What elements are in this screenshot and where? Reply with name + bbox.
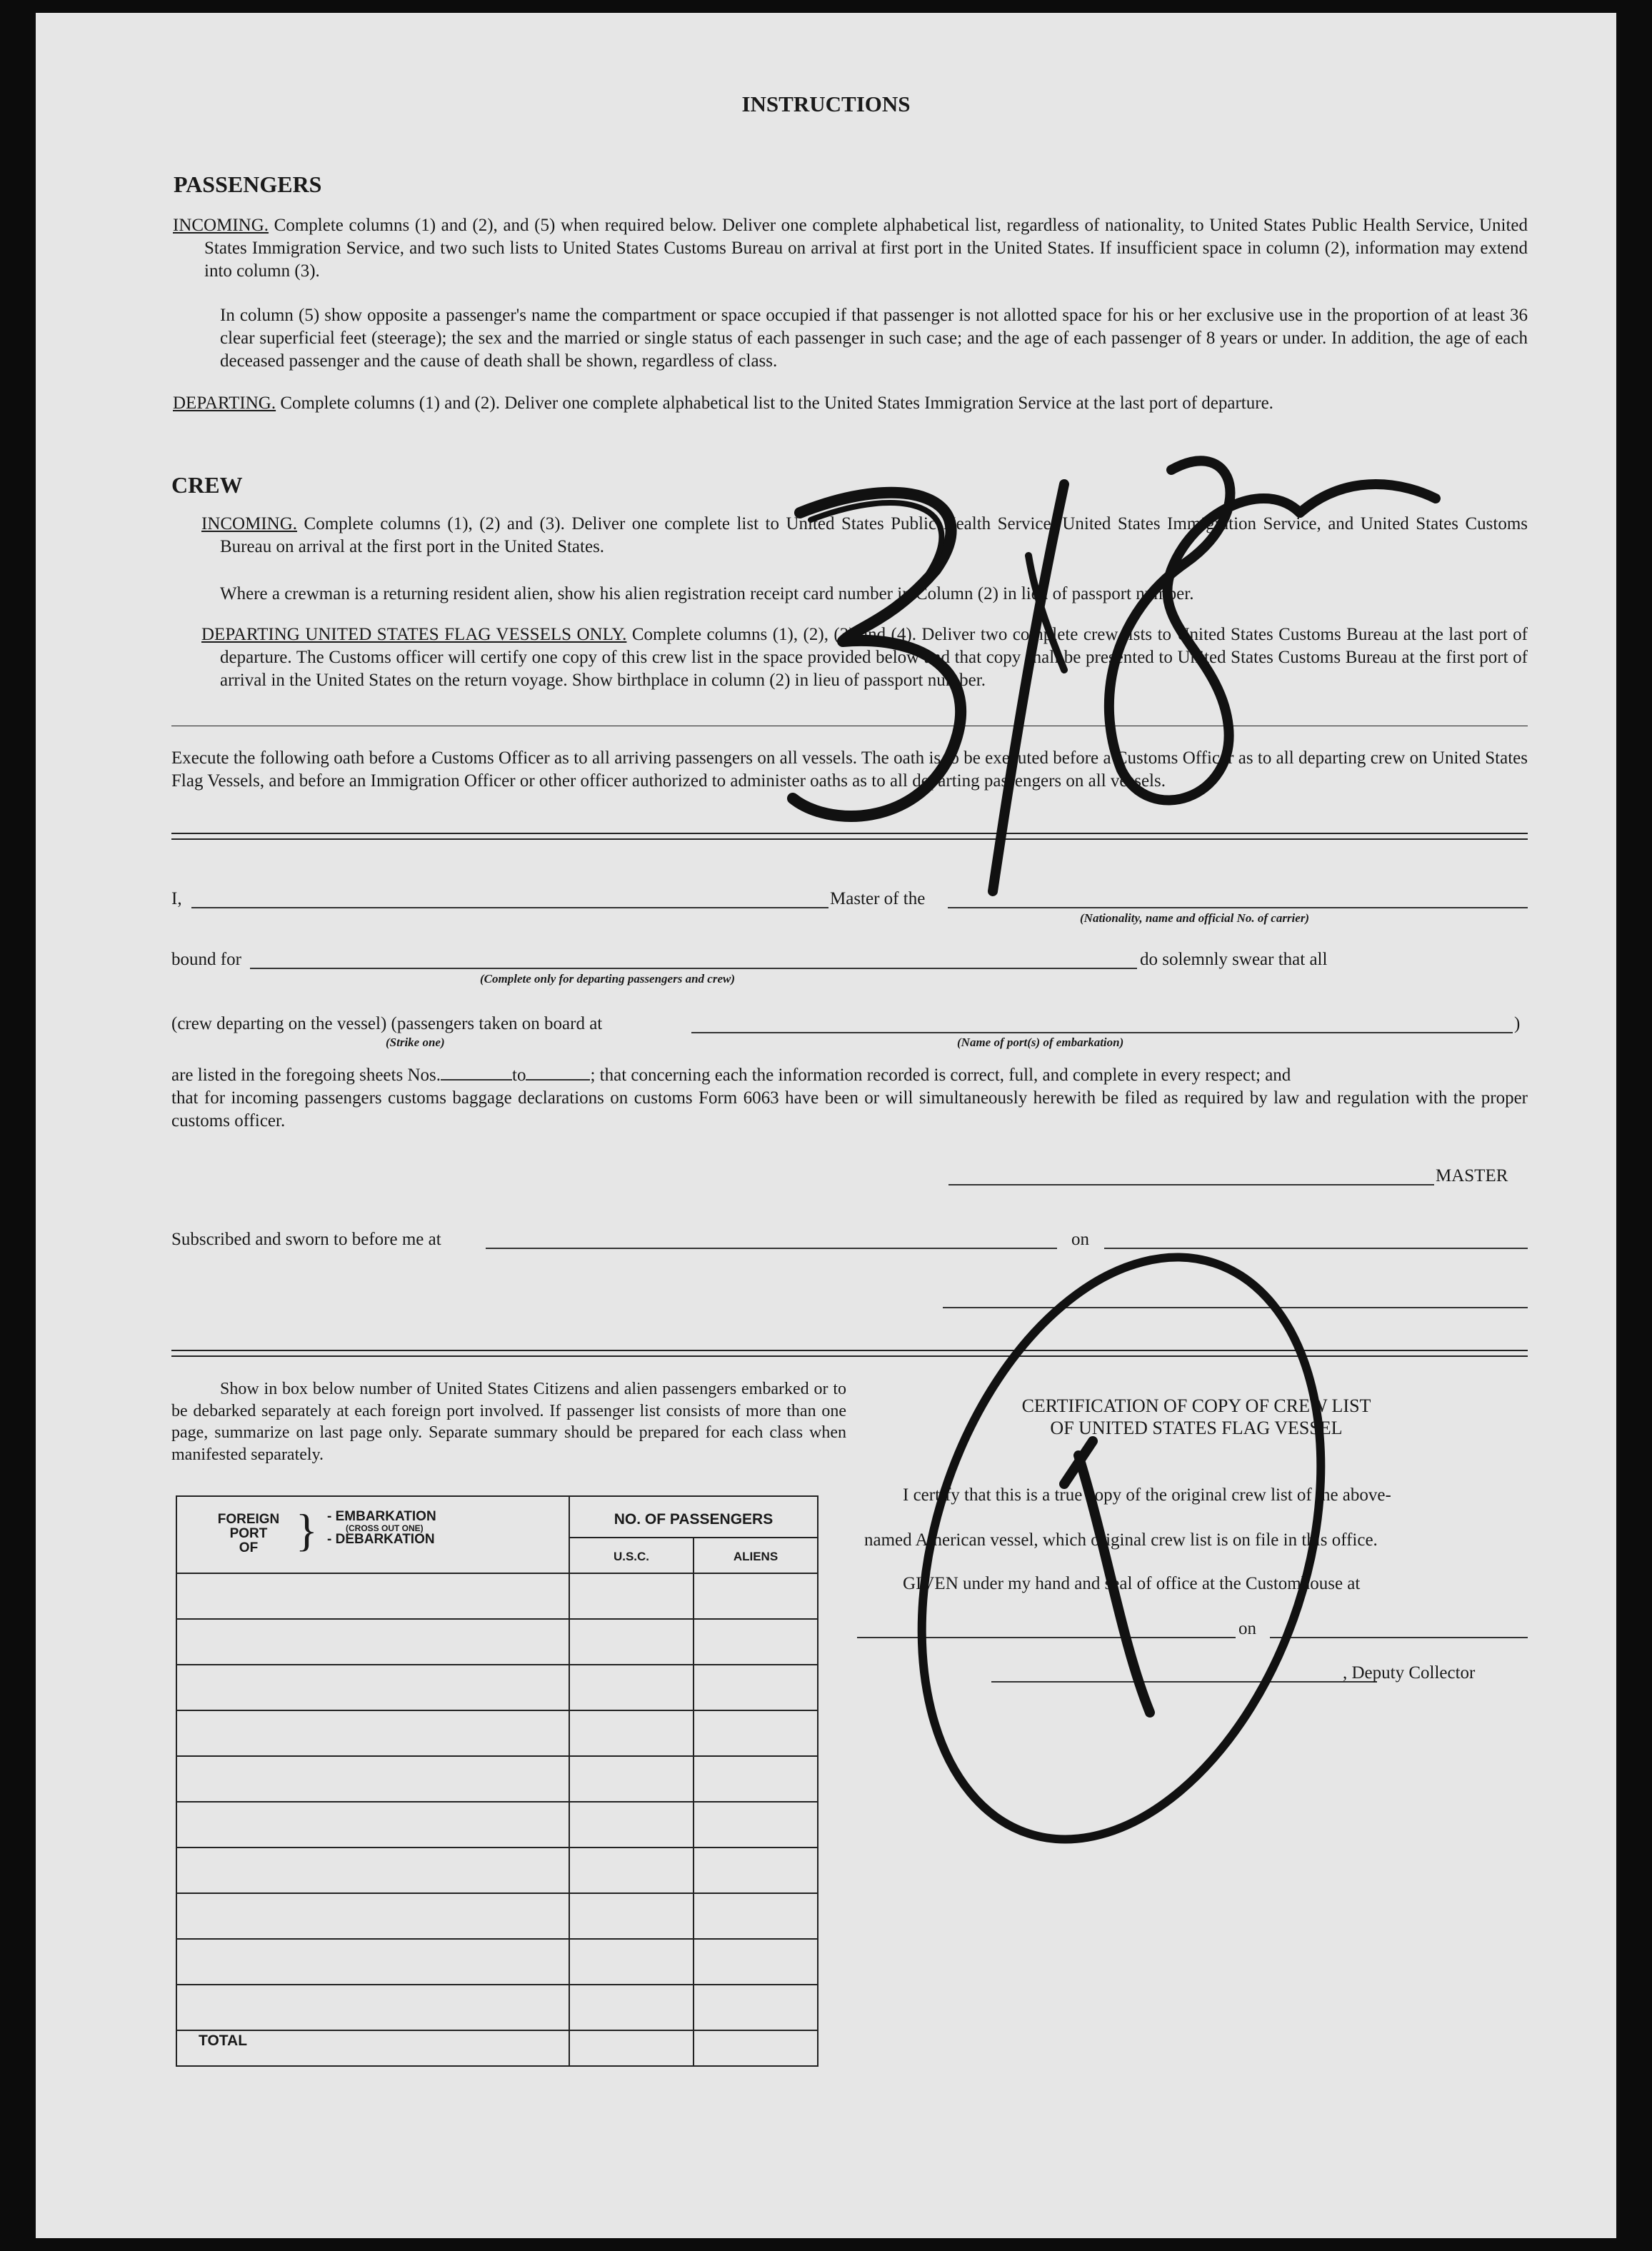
- passenger-summary-box: [176, 1495, 819, 2067]
- strike-one-caption: (Strike one): [386, 1036, 445, 1049]
- listed-to-label: to: [512, 1066, 526, 1085]
- officer-signature-field[interactable]: [943, 1307, 1528, 1308]
- listed-sheets-label: are listed in the foregoing sheets Nos.: [171, 1066, 441, 1085]
- page-title: INSTRUCTIONS: [741, 91, 911, 116]
- summary-row-line: [177, 1618, 817, 1620]
- debarkation-label: - DEBARKATION: [327, 1532, 435, 1547]
- sworn-date-field[interactable]: [1104, 1248, 1528, 1249]
- listed-correct-text: ; that concerning each the information recorded is correct, full, and complete in every respect; and: [590, 1066, 1291, 1085]
- form-page: [36, 13, 1616, 2238]
- brace-icon: }: [296, 1505, 318, 1555]
- master-signature-field[interactable]: [948, 1184, 1434, 1185]
- total-label: TOTAL: [199, 2032, 248, 2049]
- oath-end-rule-top: [171, 1350, 1528, 1351]
- certification-title-line1: CERTIFICATION OF COPY OF CREW LIST: [1021, 1395, 1371, 1416]
- passengers-departing-paragraph: [173, 392, 1528, 415]
- header-divider: [570, 1537, 817, 1538]
- crew-departing-text: Complete columns (1), (2), (3) and (4). Deliver two complete crew lists to United States Customs Bureau at the last port of departure. The Customs officer will certify one copy of this crew list in the space provided below and that copy shall be presented to United States Customs Bureau at the first port of arrival in the United States on the return voyage. Show birthplace in column (2) in lieu of passport number.: [220, 625, 1528, 690]
- sheet-from-field[interactable]: [441, 1065, 512, 1081]
- oath-end-rule-bottom: [171, 1355, 1528, 1357]
- aliens-header: ALIENS: [733, 1550, 779, 1563]
- summary-row-line: [177, 1664, 817, 1665]
- crew-resident-paragraph: Where a crewman is a returning resident alien, show his alien registration receipt card number in Column (2) in lieu of passport number.: [220, 584, 1194, 603]
- oath-double-rule-bottom: [171, 838, 1528, 840]
- crew-incoming-label: INCOMING.: [201, 514, 298, 533]
- given-date-field[interactable]: [1270, 1637, 1528, 1638]
- summary-row-line: [177, 2030, 817, 2031]
- subscribed-label: Subscribed and sworn to before me at: [171, 1230, 441, 1249]
- bound-for-caption: (Complete only for departing passengers and crew): [480, 972, 735, 986]
- given-line: GIVEN under my hand and seal of office at the Customhouse at: [903, 1574, 1361, 1593]
- passengers-departing-label: DEPARTING.: [173, 393, 276, 413]
- bound-for-label: bound for: [171, 950, 241, 969]
- crew-incoming-paragraph: [201, 513, 1528, 558]
- passengers-incoming-paragraph: [173, 214, 1528, 283]
- usc-header: U.S.C.: [613, 1550, 650, 1563]
- foreign-port-header: [206, 1513, 291, 1555]
- master-label: MASTER: [1436, 1166, 1508, 1185]
- sworn-place-field[interactable]: [486, 1248, 1057, 1249]
- embarkation-label: - EMBARKATION: [327, 1509, 436, 1524]
- embarkation-port-field[interactable]: [691, 1032, 1513, 1033]
- close-paren: ): [1514, 1014, 1521, 1033]
- crew-departing-paragraph: [201, 623, 1528, 692]
- header-bottom-line: [177, 1573, 817, 1574]
- master-name-field[interactable]: [191, 907, 828, 908]
- given-on-label: on: [1238, 1619, 1256, 1638]
- summary-row-line: [177, 1892, 817, 1894]
- of-label: OF: [239, 1540, 259, 1555]
- crew-departing-label: DEPARTING UNITED STATES FLAG VESSELS ONLY.: [201, 625, 627, 644]
- sheet-to-field[interactable]: [526, 1065, 590, 1081]
- no-of-passengers-header: NO. OF PASSENGERS: [614, 1511, 774, 1528]
- port-label: PORT: [229, 1526, 268, 1541]
- foreign-label: FOREIGN: [217, 1512, 280, 1527]
- sworn-on-label: on: [1071, 1230, 1089, 1249]
- port-caption: (Name of port(s) of embarkation): [957, 1036, 1124, 1049]
- listed-sheets-line: [171, 1064, 1528, 1087]
- embark-debark-header: [327, 1510, 436, 1547]
- passengers-column5-paragraph: In column (5) show opposite a passenger's name the compartment or space occupied if that passenger is not allotted space for his or her exclusive use in the proportion of at least 36 clear superficial feet (steerage); the sex and the married or single status of each passenger in such case; and the age of each passenger of 8 years or under. In addition, the age of each deceased passenger and the cause of death shall be shown, regardless of class.: [220, 306, 1528, 371]
- summary-row-line: [177, 1801, 817, 1803]
- passengers-incoming-label: INCOMING.: [173, 216, 269, 235]
- oath-intro-paragraph: Execute the following oath before a Customs Officer as to all arriving passengers on all vessels. The oath is to be executed before a Customs Officer as to all departing crew on United States Flag Vessels, and before an Immigration Officer or other officer authorized to administer oaths as to all departing passengers on all vessels.: [171, 748, 1528, 791]
- certify-line2: named American vessel, which original crew list is on file in this office.: [864, 1530, 1378, 1550]
- swear-text: do solemnly swear that all: [1140, 950, 1328, 969]
- bound-for-field[interactable]: [250, 968, 1137, 969]
- deputy-collector-label: , Deputy Collector: [1343, 1663, 1476, 1683]
- crew-heading: CREW: [171, 472, 243, 498]
- master-of-label: Master of the: [830, 889, 926, 908]
- nationality-caption: (Nationality, name and official No. of carrier): [1080, 911, 1310, 925]
- summary-col-divider-1: [569, 1497, 570, 2065]
- passengers-heading: PASSENGERS: [174, 171, 322, 197]
- carrier-field[interactable]: [948, 907, 1528, 908]
- summary-instructions: Show in box below number of United States Citizens and alien passengers embarked or to be debarked separately at each foreign port involved. If passenger list consists of more than one page, summarize on last page only. Separate summary should be prepared for each class when manifested separately.: [171, 1380, 846, 1464]
- crew-departing-text: (crew departing on the vessel) (passengers taken on board at: [171, 1014, 603, 1033]
- summary-row-line: [177, 1847, 817, 1848]
- summary-row-line: [177, 1984, 817, 1985]
- summary-row-line: [177, 1938, 817, 1940]
- oath-double-rule-top: [171, 833, 1528, 834]
- customhouse-place-field[interactable]: [857, 1637, 1236, 1638]
- crew-incoming-text: Complete columns (1), (2) and (3). Deliver one complete list to United States Public Health Service, United States Immigration Service, and United States Customs Bureau on arrival at the first port in the United States.: [220, 514, 1528, 556]
- certify-line1: I certify that this is a true copy of the original crew list of the above-: [903, 1485, 1391, 1505]
- certification-title-line2: OF UNITED STATES FLAG VESSEL: [1050, 1418, 1343, 1438]
- passengers-departing-text: Complete columns (1) and (2). Deliver one complete alphabetical list to the United States Immigration Service at the last port of departure.: [280, 393, 1273, 413]
- oath-i-label: I,: [171, 889, 182, 908]
- deputy-signature-field[interactable]: [991, 1681, 1377, 1683]
- passengers-incoming-text: Complete columns (1) and (2), and (5) when required below. Deliver one complete alphabetical list, regardless of nationality, to United States Public Health Service, United States Immigration Service, and two such lists to United States Customs Bureau on arrival at first port in the United States. If insufficient space in column (2), information may extend into column (3).: [204, 216, 1528, 281]
- summary-row-line: [177, 1755, 817, 1757]
- cross-out-label: (CROSS OUT ONE): [346, 1523, 424, 1533]
- summary-row-line: [177, 1710, 817, 1711]
- listed-rest-paragraph: that for incoming passengers customs baggage declarations on customs Form 6063 have been or will simultaneously herewith be filed as required by law and regulation with the proper customs officer.: [171, 1088, 1528, 1130]
